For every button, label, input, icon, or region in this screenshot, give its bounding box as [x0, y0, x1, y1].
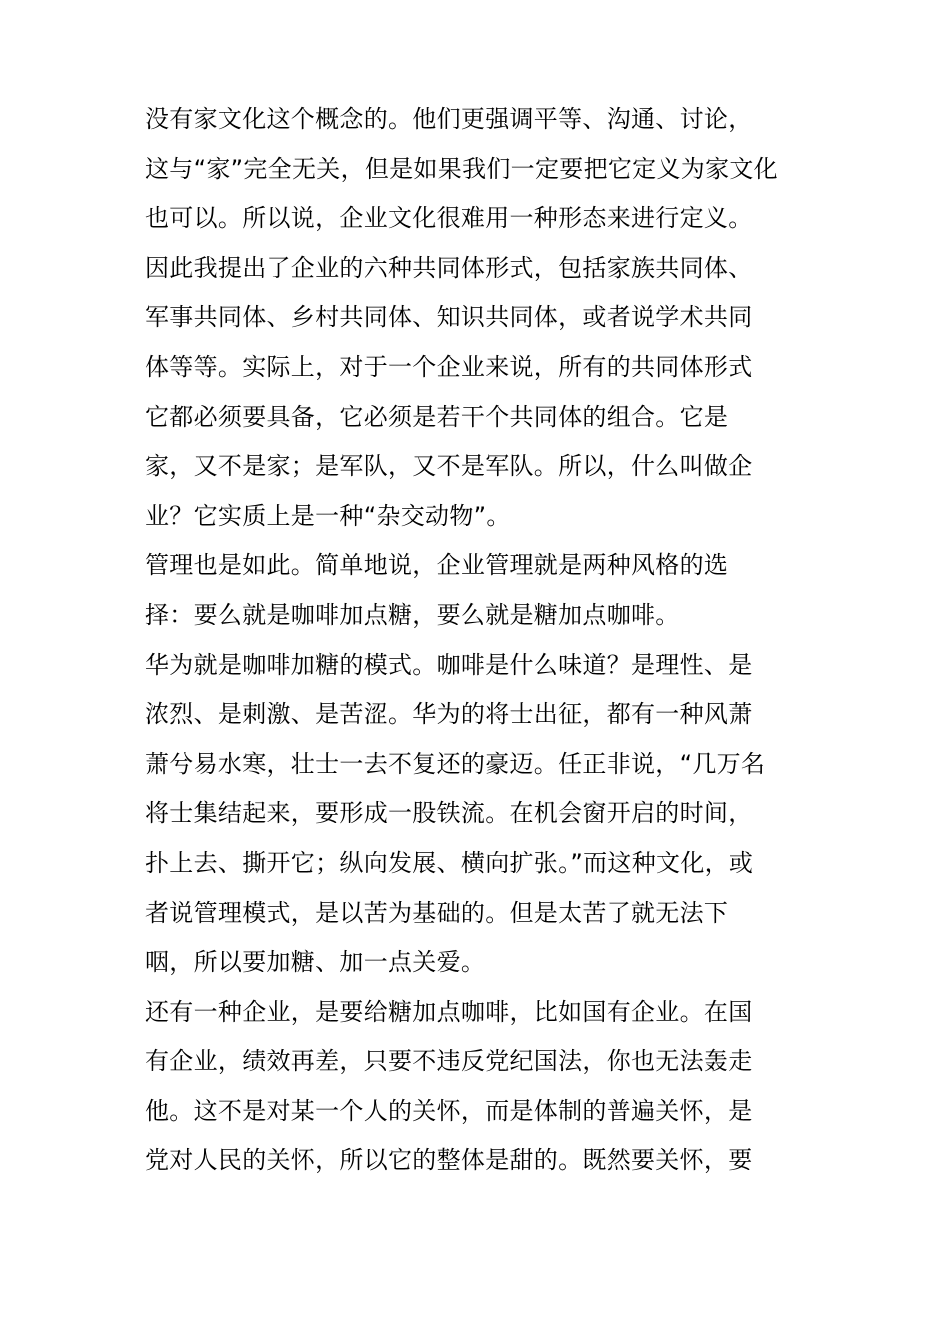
text-line: 择：要么就是咖啡加点糖，要么就是糖加点咖啡。	[145, 600, 680, 629]
text-line: 这与“家”完全无关，但是如果我们一定要把它定义为家文化	[145, 154, 778, 183]
text-line: 党对人民的关怀，所以它的整体是甜的。既然要关怀，要	[145, 1146, 753, 1175]
text-line: 没有家文化这个概念的。他们更强调平等、沟通、讨论，	[145, 105, 753, 133]
text-line: 萧兮易水寒，壮士一去不复还的豪迈。任正非说，“几万名	[145, 749, 766, 778]
text-line: 体等等。实际上，对于一个企业来说，所有的共同体形式	[145, 352, 753, 381]
text-line: 因此我提出了企业的六种共同体形式，包括家族共同体、	[145, 253, 753, 282]
text-line: 业？它实质上是一种“杂交动物”。	[145, 501, 511, 530]
text-line: 华为就是咖啡加糖的模式。咖啡是什么味道？是理性、是	[145, 650, 753, 679]
text-line: 也可以。所以说，企业文化很难用一种形态来进行定义。	[145, 204, 753, 233]
text-line: 还有一种企业，是要给糖加点咖啡，比如国有企业。在国	[145, 997, 753, 1026]
text-line: 家，又不是家；是军队，又不是军队。所以，什么叫做企	[145, 452, 753, 481]
body-text	[145, 95, 825, 1186]
text-line: 扑上去、撕开它；纵向发展、横向扩张。”而这种文化，或	[145, 848, 754, 877]
text-line: 它都必须要具备，它必须是若干个共同体的组合。它是	[145, 402, 729, 431]
text-line: 将士集结起来，要形成一股铁流。在机会窗开启的时间，	[145, 799, 753, 828]
text-line: 他。这不是对某一个人的关怀，而是体制的普遍关怀，是	[145, 1096, 753, 1125]
text-line: 者说管理模式，是以苦为基础的。但是太苦了就无法下	[145, 898, 729, 927]
text-line: 有企业，绩效再差，只要不违反党纪国法，你也无法轰走	[145, 1047, 753, 1076]
text-line: 浓烈、是刺激、是苦涩。华为的将士出征，都有一种风萧	[145, 700, 753, 729]
text-line: 军事共同体、乡村共同体、知识共同体，或者说学术共同	[145, 303, 753, 332]
text-line: 咽，所以要加糖、加一点关爱。	[145, 948, 486, 977]
text-line: 管理也是如此。简单地说，企业管理就是两种风格的选	[145, 551, 729, 580]
